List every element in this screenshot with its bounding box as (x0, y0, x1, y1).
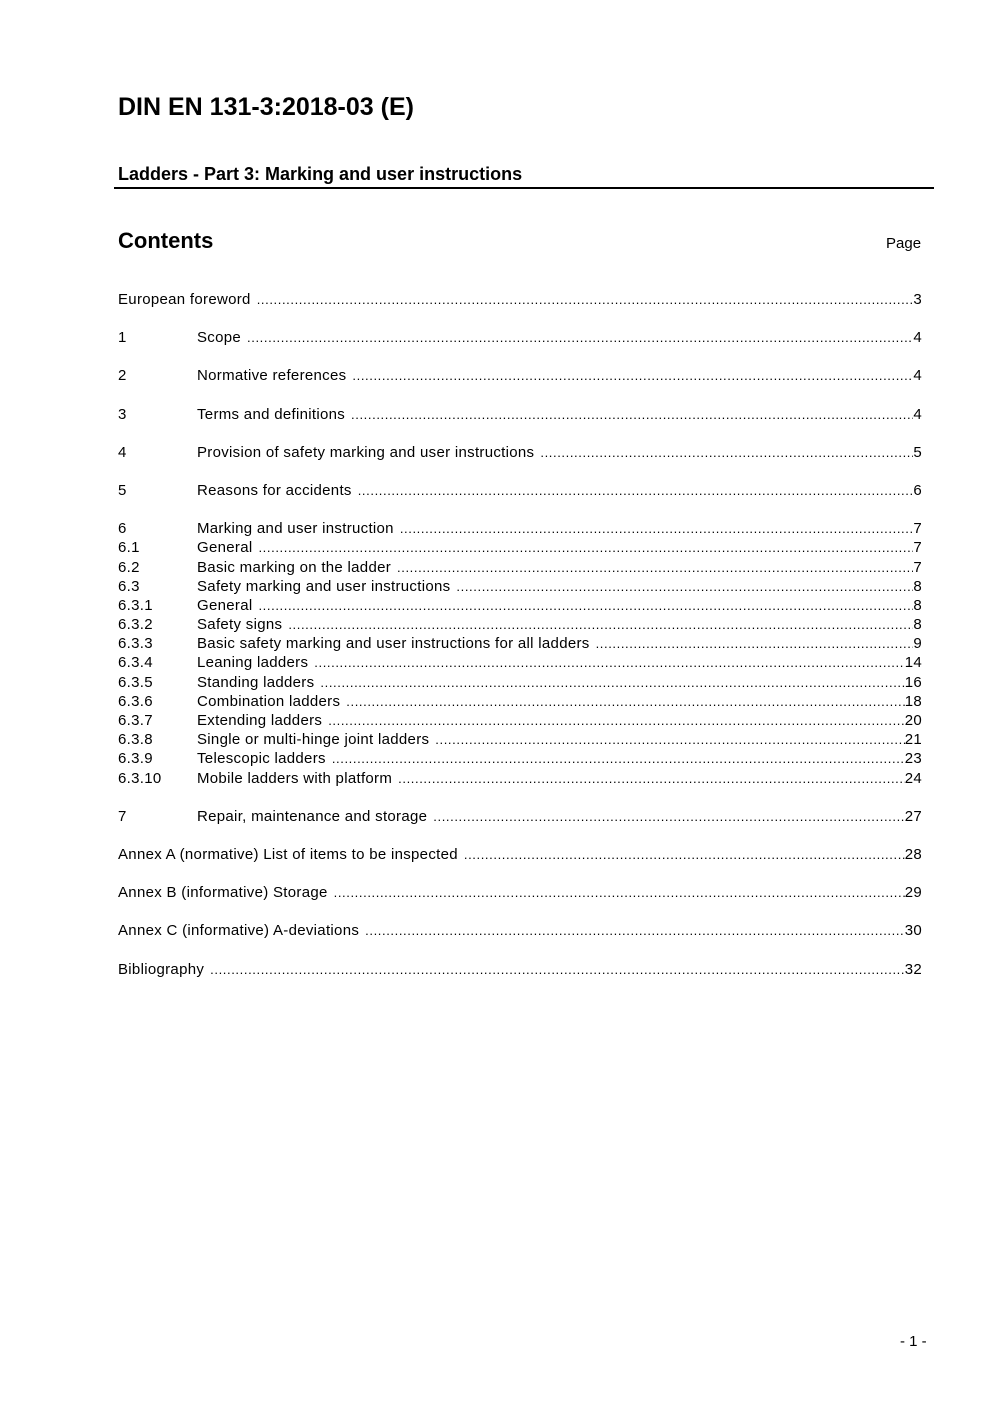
toc-entry[interactable] (118, 769, 922, 788)
toc-entry-number: 6.3.9 (118, 750, 153, 768)
toc-entry-page: 6 (913, 481, 922, 499)
toc-entry-page: 8 (913, 596, 922, 614)
toc-dot-leader (258, 538, 913, 557)
toc-entry-number: 6.3.2 (118, 616, 153, 634)
toc-entry-title: Basic marking on the ladder (197, 558, 392, 576)
contents-heading: Contents (118, 228, 214, 253)
toc-entry-title: Combination ladders (197, 692, 341, 710)
toc-entry-number: 4 (118, 443, 127, 461)
toc-entry[interactable] (118, 634, 922, 653)
toc-entry[interactable] (118, 577, 922, 596)
toc-entry-number: 6.3.6 (118, 692, 153, 710)
toc-entry-page: 24 (904, 769, 922, 787)
toc-entry-page: 32 (904, 960, 922, 978)
toc-entry-title: General (197, 539, 253, 557)
toc-entry-title: Single or multi-hinge joint ladders (197, 731, 430, 749)
toc-entry-title: Telescopic ladders (197, 750, 326, 768)
toc-entry-number: 1 (118, 329, 127, 347)
toc-entry-title: Normative references (197, 367, 347, 385)
toc-dot-leader (433, 807, 904, 826)
toc-entry-page: 14 (904, 654, 922, 672)
toc-dot-leader (247, 328, 913, 347)
toc-dot-leader (258, 596, 913, 615)
toc-dot-leader (540, 443, 913, 462)
toc-entry-page: 20 (904, 712, 922, 729)
toc-entry-number: 6.3.3 (118, 635, 153, 653)
toc-entry-number: 6.3.4 (118, 654, 153, 672)
toc-entry[interactable] (118, 481, 922, 500)
toc-dot-leader (346, 692, 904, 711)
toc-dot-leader (435, 730, 904, 749)
toc-entry-title: Bibliography (118, 960, 205, 978)
toc-dot-leader (257, 290, 914, 309)
toc-entry[interactable] (118, 290, 922, 309)
toc-entry-title: Provision of safety marking and user instructions (197, 443, 535, 461)
toc-entry-title: Leaning ladders (197, 654, 309, 672)
toc-entry[interactable] (118, 538, 922, 557)
toc-entry[interactable] (118, 845, 922, 864)
document-title: DIN EN 131-3:2018-03 (E) (118, 93, 414, 121)
toc-dot-leader (596, 634, 914, 653)
toc-entry-number: 3 (118, 405, 127, 423)
toc-entry-title: Terms and definitions (197, 405, 346, 423)
toc-entry-page: 4 (913, 367, 922, 385)
toc-entry[interactable] (118, 673, 922, 692)
toc-entry-number: 5 (118, 481, 127, 499)
toc-entry-number: 6.2 (118, 558, 140, 576)
toc-dot-leader (210, 960, 905, 979)
toc-entry-number: 2 (118, 367, 127, 385)
toc-dot-leader (288, 615, 913, 634)
toc-dot-leader (464, 845, 905, 864)
toc-entry-page: 4 (913, 329, 922, 347)
toc-dot-leader (400, 519, 914, 538)
toc-entry-page: 8 (913, 577, 922, 595)
toc-dot-leader (351, 405, 913, 424)
toc-dot-leader (334, 883, 905, 902)
toc-entry-page: 7 (913, 558, 922, 576)
toc-entry-title: Basic safety marking and user instructions for all ladders (197, 635, 590, 653)
toc-entry-page: 7 (913, 520, 922, 538)
toc-entry-title: Reasons for accidents (197, 481, 352, 499)
toc-entry-page: 4 (913, 405, 922, 423)
toc-entry[interactable] (118, 883, 922, 902)
toc-dot-leader (456, 577, 913, 596)
toc-entry[interactable] (118, 596, 922, 615)
toc-entry-page: 7 (913, 539, 922, 557)
toc-entry[interactable] (118, 615, 922, 634)
toc-entry[interactable] (118, 519, 922, 538)
toc-entry-number: 6.3.7 (118, 712, 153, 729)
toc-entry-page: 5 (913, 443, 922, 461)
toc-entry[interactable] (118, 366, 922, 385)
toc-entry[interactable] (118, 921, 922, 940)
toc-entry[interactable] (118, 405, 922, 424)
toc-entry-page: 23 (904, 750, 922, 768)
toc-entry-title: Annex A (normative) List of items to be inspected (118, 845, 458, 863)
page-column-heading: Page (886, 235, 922, 252)
toc-entry[interactable] (118, 711, 922, 730)
toc-entry-number: 6.3.1 (118, 596, 153, 614)
document-subtitle: Ladders - Part 3: Marking and user instructions (118, 164, 523, 184)
toc-entry-page: 30 (904, 922, 922, 940)
toc-entry-page: 28 (904, 845, 922, 863)
toc-entry[interactable] (118, 960, 922, 979)
toc-entry-title: Extending ladders (197, 712, 323, 729)
toc-dot-leader (365, 921, 905, 940)
toc-entry-page: 16 (904, 673, 922, 691)
toc-entry-page: 21 (904, 731, 922, 749)
page-number: - 1 - (900, 1333, 927, 1350)
toc-entry-number: 6.1 (118, 539, 140, 557)
toc-entry[interactable] (118, 807, 922, 826)
toc-entry-number: 6 (118, 520, 127, 538)
toc-dot-leader (320, 673, 904, 692)
toc-entry[interactable] (118, 730, 922, 749)
table-of-contents (118, 290, 922, 979)
toc-entry[interactable] (118, 558, 922, 577)
toc-entry-title: Scope (197, 329, 242, 347)
toc-entry-page: 8 (913, 616, 922, 634)
toc-entry-title: Safety marking and user instructions (197, 577, 451, 595)
toc-entry-title: Standing ladders (197, 673, 315, 691)
toc-entry-number: 6.3 (118, 577, 140, 595)
toc-entry-number: 7 (118, 807, 127, 825)
toc-entry-title: Mobile ladders with platform (197, 769, 393, 787)
toc-entry-title: Repair, maintenance and storage (197, 807, 428, 825)
toc-entry-page: 18 (904, 692, 922, 710)
toc-entry-page: 27 (904, 807, 922, 825)
toc-dot-leader (328, 711, 905, 730)
toc-entry-title: Marking and user instruction (197, 520, 394, 538)
toc-entry-title: Annex C (informative) A-deviations (118, 922, 360, 940)
toc-entry-title: Annex B (informative) Storage (118, 884, 328, 902)
toc-entry-number: 6.3.5 (118, 673, 153, 691)
toc-dot-leader (397, 558, 913, 577)
toc-entry-page: 29 (904, 884, 922, 902)
toc-entry-title: General (197, 596, 253, 614)
toc-dot-leader (358, 481, 914, 500)
toc-entry-page: 9 (913, 635, 922, 653)
subtitle-rule (114, 187, 934, 189)
toc-entry[interactable] (118, 692, 922, 711)
toc-entry[interactable] (118, 749, 922, 768)
toc-entry-title: Safety signs (197, 616, 283, 634)
toc-entry-number: 6.3.10 (118, 769, 162, 787)
toc-dot-leader (398, 769, 905, 788)
toc-dot-leader (352, 366, 913, 385)
toc-entry[interactable] (118, 653, 922, 672)
toc-entry[interactable] (118, 443, 922, 462)
toc-entry-number: 6.3.8 (118, 731, 153, 749)
toc-entry-title: European foreword (118, 291, 251, 308)
toc-entry-page: 3 (913, 291, 922, 308)
toc-dot-leader (332, 749, 905, 768)
toc-entry[interactable] (118, 328, 922, 347)
toc-dot-leader (314, 653, 904, 672)
